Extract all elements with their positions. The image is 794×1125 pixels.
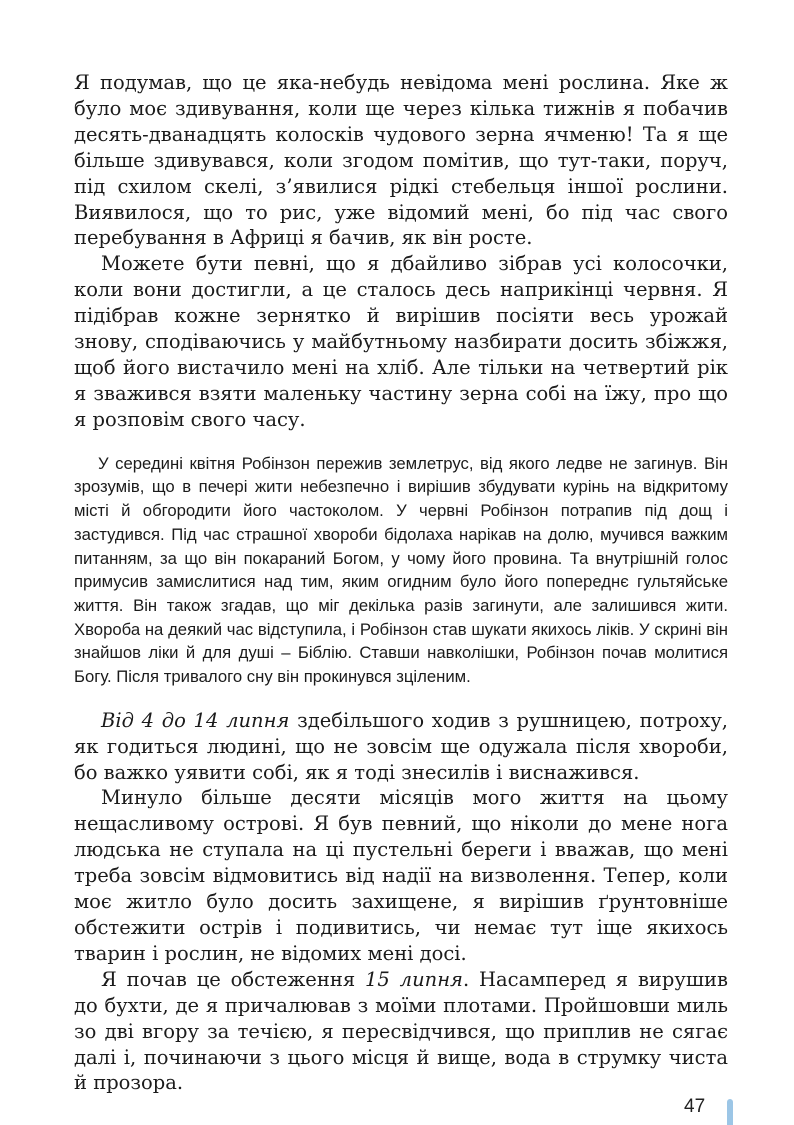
page-content [74, 70, 728, 1096]
page-number: 47 [684, 1096, 706, 1117]
paragraph-text: здебільшого ходив з рушницею, потроху, як годиться людині, що не зовсім ще одужала після хвороби, бо важко уявити собі, як я тоді знесилів і виснажився. [74, 708, 729, 784]
paragraph: Я подумав, що це яка-небудь невідома мені рослина. Яке ж було моє здивування, коли ще через кілька тижнів я побачив десять-дванадцять колосків чудового зерна ячменю! Та я ще більше здивувався, коли згодом помітив, що тут-таки, поруч, під схилом скелі, з’явилися рідкі стебельця іншої рослини. Виявилося, що то рис, уже відомий мені, бо під час свого перебування в Африці я бачив, як він росте. [74, 71, 728, 250]
paragraph: Минуло більше десяти місяців мого життя на цьому нещасливому острові. Я був певний, що ніколи до мене нога людська не ступала на ці пустельні береги і вважав, що мені треба зовсім відмовитись від надії на визволення. Тепер, коли моє житло було досить захищене, я вирішив ґрунтовніше обстежити острів і подивитись, чи немає тут іще якихось тварин і рослин, не відомих мені досі. [74, 786, 728, 965]
paragraph [74, 708, 728, 786]
summary-block [74, 452, 728, 689]
date-emphasis: Від 4 до 14 липня [101, 708, 290, 732]
paragraph-text: Я почав це обстеження [101, 967, 365, 991]
summary-text: У середині квітня Робінзон пережив землетрус, від якого ледве не загинув. Він зрозумів, що в печері жити небезпечно і вирішив збудувати курінь на відкритому місті й обгородити його частоколом. У червні Робінзон потрапив під дощ і застудився. Під час страшної хвороби бідолаха нарікав на долю, мучився важким питанням, за що він покараний Богом, у чому його провина. Та внутрішній голос примусив замислитися над тим, яким огидним було його попереднє гультяйське життя. Він також згадав, що міг декілька разів загинути, але залишився жити. Хвороба на деякий час відступила, і Робінзон став шукати якихось ліків. У скрині він знайшов ліки й для душі – Біблію. Ставши навколішки, Робінзон почав молитися Богу. Після тривалого сну він прокинувся зціленим. [74, 453, 728, 687]
paragraph [74, 967, 728, 1097]
text-block-2 [74, 708, 728, 1097]
paragraph: Можете бути певні, що я дбайливо зібрав усі колосочки, коли вони достигли, а це сталось десь наприкінці червня. Я підібрав кожне зернятко й вирішив посіяти весь урожай знову, сподіваючись у майбутньому назбирати досить збіжжя, щоб його вистачило мені на хліб. Але тільки на четвертий рік я зважився взяти маленьку частину зерна собі на їжу, про що я розповім свого часу. [74, 252, 728, 431]
text-block-1 [74, 70, 728, 433]
page-marker-bar [727, 1099, 733, 1125]
date-emphasis: 15 липня [365, 967, 463, 991]
paragraph-text: . Насамперед я вирушив до бухти, де я причалював з моїми плотами. Пройшовши миль зо дві вгору за течією, я пересвідчився, що приплив не сягає далі і, починаючи з цього місця й вище, вода в струмку чиста й прозора. [74, 967, 728, 1095]
